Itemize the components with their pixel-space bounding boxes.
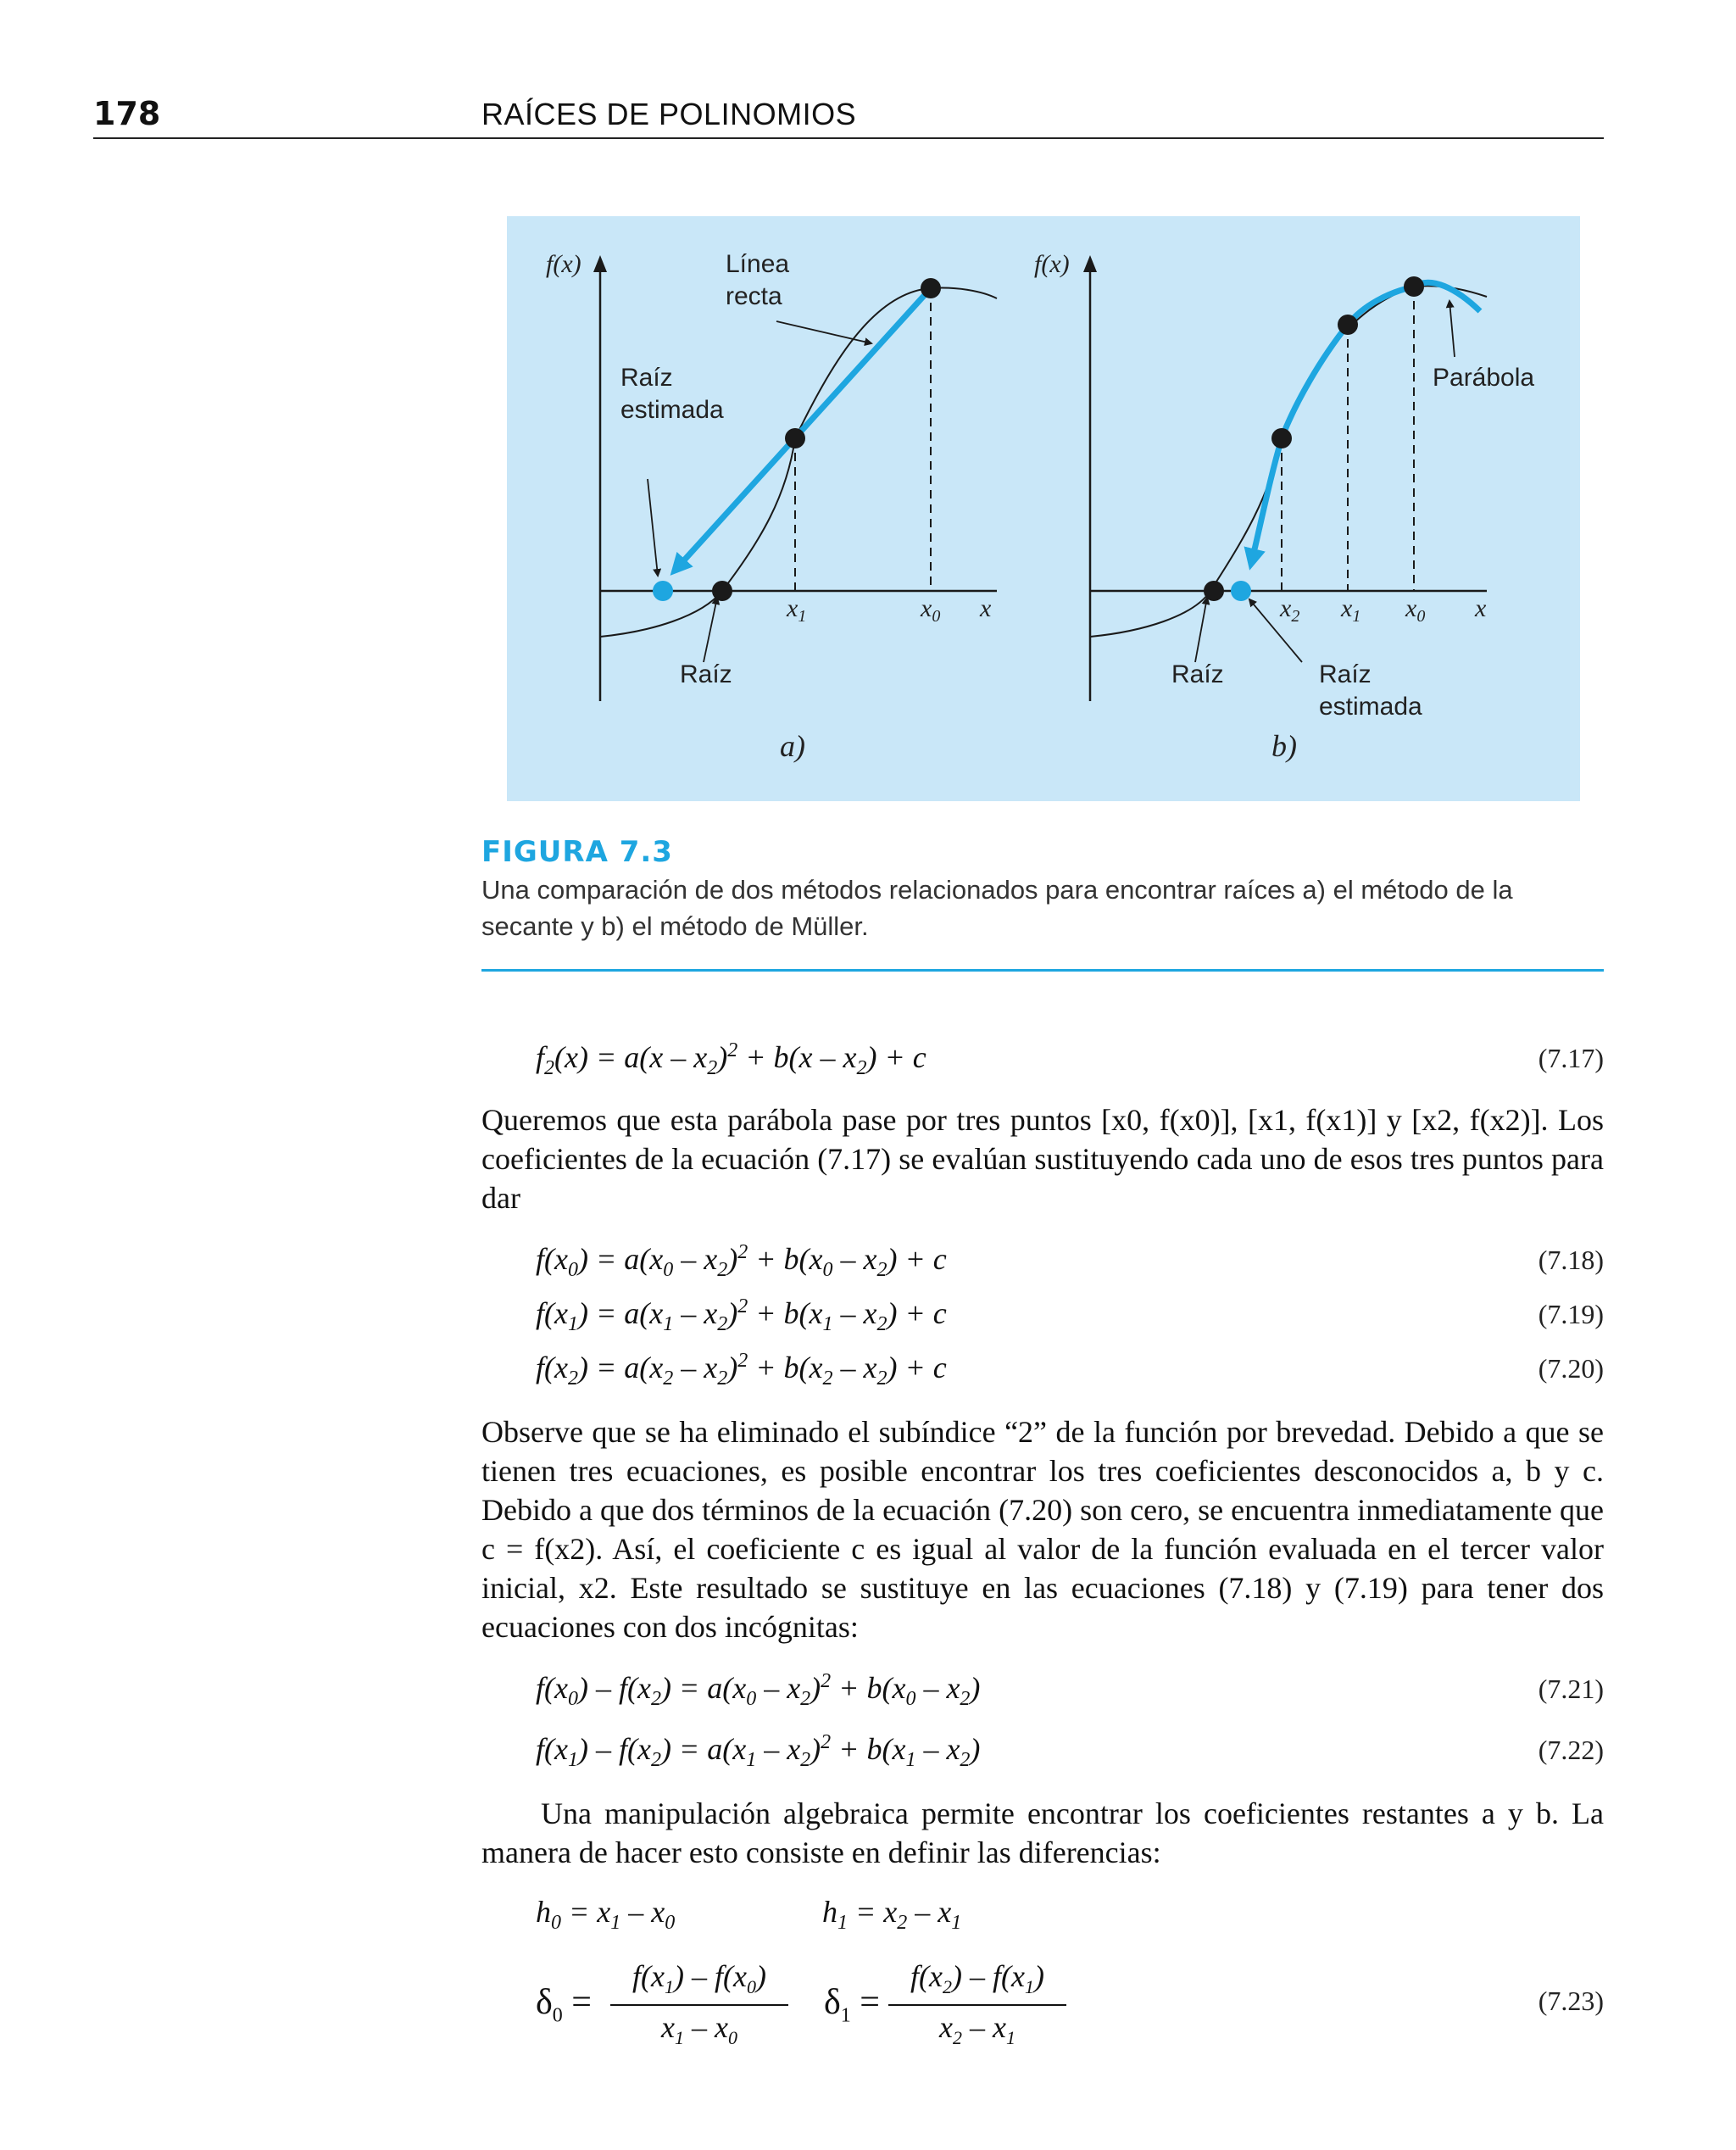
header-rule xyxy=(93,137,1604,139)
panel-b-root-label: Raíz xyxy=(1171,660,1224,688)
equation-number-7-18: (7.18) xyxy=(1538,1245,1604,1275)
equation-7-17: $f_2(x) = a(x - x_2)^2 + b(x - x_2) + c$ xyxy=(536,1039,926,1080)
panel-b-parabola-label: Parábola xyxy=(1433,364,1535,392)
panel-a-point-x0 xyxy=(921,278,941,298)
figure-caption-text xyxy=(481,872,1583,944)
panel-a-estimated-root-label-1: Raíz xyxy=(620,364,673,392)
panel-b-function-curve xyxy=(1090,286,1487,637)
running-header-title: RAÍCES DE POLINOMIOS xyxy=(481,97,857,131)
panel-a-point-x1 xyxy=(785,428,805,448)
panel-a-estimated-root-label-2: estimada xyxy=(620,396,724,424)
equation-7-22: $f(x_1) - f(x_2) = a(x_1 - x_2)^2 + b(x_1 - x_2)$ xyxy=(536,1731,981,1772)
panel-b-estimated-root xyxy=(1231,581,1251,601)
equation-h1: $h_1 = x_2 - x_1$ xyxy=(822,1895,962,1935)
panel-a-axes xyxy=(593,255,997,701)
equation-7-20: $f(x_2) = a(x_2 - x_2)^2 + b(x_2 - x_2) + c$ xyxy=(536,1350,947,1390)
panel-b-label: b) xyxy=(1271,729,1297,763)
panel-b-point-x1 xyxy=(1338,315,1358,335)
panel-a-tick-x1: $x_1$ xyxy=(787,594,807,626)
panel-b-tick-x1: $x_1$ xyxy=(1341,594,1361,626)
equation-delta0-fraction: $f(x_1) - f(x_0)$ $x_1 - x_0$ xyxy=(610,1958,788,2052)
panel-a-secant-line xyxy=(675,288,931,571)
equation-delta1-lhs: $\delta_1$ = xyxy=(824,1983,880,2027)
equation-number-7-22: (7.22) xyxy=(1538,1735,1604,1765)
panel-a-root-label: Raíz xyxy=(680,660,732,688)
panel-b-y-axis-label: f(x) xyxy=(1034,250,1070,278)
equation-number-7-20: (7.20) xyxy=(1538,1353,1604,1384)
equation-number-7-23: (7.23) xyxy=(1538,1986,1604,2016)
panel-a-y-axis-label: f(x) xyxy=(546,250,581,278)
panel-b-estimated-root-label-1: Raíz xyxy=(1319,660,1372,688)
equation-7-21: $f(x_0) - f(x_2) = a(x_0 - x_2)^2 + b(x_0 - x_2)$ xyxy=(536,1670,981,1711)
caption-rule xyxy=(481,969,1604,972)
panel-a-true-root xyxy=(712,581,732,601)
equation-delta1-fraction: $f(x_2) - f(x_1)$ $x_2 - x_1$ xyxy=(888,1958,1066,2052)
equation-number-7-17: (7.17) xyxy=(1538,1043,1604,1073)
equation-delta0-lhs: $\delta_0$ = xyxy=(536,1983,592,2027)
panel-b-estimated-root-label-2: estimada xyxy=(1319,693,1422,721)
panel-b-axes xyxy=(1083,255,1487,701)
equation-h0: $h_0 = x_1 - x_0$ xyxy=(536,1895,676,1935)
page-number: 178 xyxy=(93,95,161,132)
panel-a-label-line-1: Línea xyxy=(726,250,790,278)
equation-7-19: $f(x_1) = a(x_1 - x_2)^2 + b(x_1 - x_2) + c$ xyxy=(536,1295,947,1336)
panel-b-point-x0 xyxy=(1404,276,1424,297)
caption-line-2: secante y b) el método de Müller. xyxy=(481,911,869,941)
equation-number-7-21: (7.21) xyxy=(1538,1674,1604,1704)
panel-a-label: a) xyxy=(780,729,805,763)
panel-b-true-root xyxy=(1204,581,1224,601)
figure-caption-title: FIGURA 7.3 xyxy=(481,835,673,869)
panel-b-point-x2 xyxy=(1271,428,1292,448)
paragraph-3: Una manipulación algebraica permite encontrar los coeficientes restantes a y b. La manera de hacer esto consiste en definir las diferencias: xyxy=(481,1796,1604,1869)
panel-b-tick-x0: $x_0$ xyxy=(1405,594,1426,626)
panel-a-tick-x0: $x_0$ xyxy=(921,594,941,626)
panel-a-x-axis-label: x xyxy=(980,594,992,622)
equation-number-7-19: (7.19) xyxy=(1538,1299,1604,1329)
panel-b-x-axis-label: x xyxy=(1475,594,1487,622)
paragraph-1: Queremos que esta parábola pase por tres puntos [x0, f(x0)], [x1, f(x1)] y [x2, f(x2)]. Los coeficientes de la ecuación (7.17) se evalúan sustituyendo cada uno de esos tres puntos para dar xyxy=(481,1103,1604,1215)
panel-b-parabola xyxy=(1251,282,1480,564)
panel-a-label-line-2: recta xyxy=(726,282,782,310)
caption-line-1: Una comparación de dos métodos relacionados para encontrar raíces a) el método de la xyxy=(481,875,1513,905)
equation-7-18: $f(x_0) = a(x_0 - x_2)^2 + b(x_0 - x_2) + c$ xyxy=(536,1241,947,1282)
paragraph-2: Observe que se ha eliminado el subíndice “2” de la función por brevedad. Debido a que se tienen tres ecuaciones, es posible encontrar los tres coeficientes desconocidos a, b y c. Debido a que dos términos de la ecuación (7.20) son cero, se encuentra inmediatamente que c = f(x2). Así, el coeficiente c es igual al valor de la función evaluada en el tercer valor inicial, x2. Este resultado se sustituye en las ecuaciones (7.18) y (7.19) para tener dos ecuaciones con dos incógnitas: xyxy=(481,1415,1604,1644)
figure-7-3 xyxy=(507,216,1580,801)
panel-b-tick-x2: $x_2$ xyxy=(1280,594,1300,626)
panel-a-estimated-root xyxy=(653,581,673,601)
